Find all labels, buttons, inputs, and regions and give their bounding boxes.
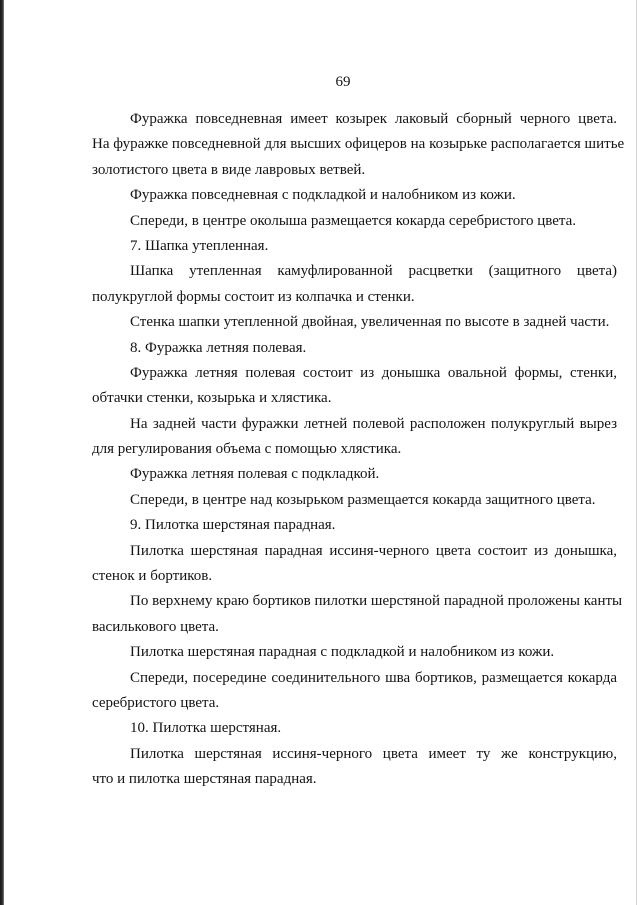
section-heading [92, 336, 617, 361]
paragraph-line: По верхнему краю бортиков пилотки шерстяной парадной проложены канты [130, 593, 623, 610]
paragraph-line: золотистого цвета в виде лавровых ветвей. [92, 161, 366, 178]
scan-edge-left [0, 0, 4, 905]
paragraph [92, 107, 625, 183]
paragraph-line: Пилотка шерстяная иссиня-черного цвета имеет ту же конструкцию, [130, 745, 617, 762]
paragraph-line: Фуражка летняя полевая с подкладкой. [130, 466, 380, 483]
section-heading [92, 716, 617, 741]
paragraph-line: На задней части фуражки летней полевой расположен полукруглый вырез [130, 415, 617, 432]
section-heading-text: 8. Фуражка летняя полевая. [130, 339, 307, 356]
paragraph [92, 488, 617, 513]
section-heading [92, 513, 617, 538]
paragraph-line: Пилотка шерстяная парадная иссиня-черного цвета состоит из донышка, [130, 542, 617, 559]
paragraph-line: Спереди, в центре околыша размещается кокарда серебристого цвета. [130, 212, 577, 229]
paragraph [92, 589, 623, 640]
section-heading-text: 9. Пилотка шерстяная парадная. [130, 517, 336, 534]
paragraph [92, 666, 617, 717]
paragraph [92, 539, 617, 590]
page-number: 69 [335, 74, 351, 90]
paragraph [92, 742, 617, 793]
paragraph-line: Фуражка повседневная с подкладкой и налобником из кожи. [130, 187, 516, 204]
paragraph-line: Фуражка летняя полевая состоит из донышка овальной формы, стенки, [130, 364, 617, 381]
paragraph [92, 640, 617, 665]
paragraph [92, 412, 617, 463]
paragraph [92, 361, 617, 412]
section-heading-text: 7. Шапка утепленная. [130, 237, 269, 254]
paragraph-line: обтачки стенки, козырька и хлястика. [92, 390, 332, 407]
paragraph-line: Пилотка шерстяная парадная с подкладкой и налобником из кожи. [130, 644, 555, 661]
scan-edge-right [636, 0, 637, 905]
paragraph [92, 209, 617, 234]
paragraph [92, 462, 617, 487]
paragraph-line: для регулирования объема с помощью хлястика. [92, 441, 402, 458]
paragraph-line: Спереди, в центре над козырьком размещается кокарда защитного цвета. [130, 491, 596, 508]
paragraph-line: что и пилотка шерстяная парадная. [92, 771, 317, 788]
paragraph [92, 259, 617, 310]
paragraph-line: Стенка шапки утепленной двойная, увеличенная по высоте в задней части. [130, 314, 610, 331]
paragraph-line: Шапка утепленная камуфлированной расцветки (защитного цвета) [130, 263, 617, 280]
paragraph-line: полукруглой формы состоит из колпачка и стенки. [92, 288, 415, 305]
paragraph-line: стенок и бортиков. [92, 568, 213, 585]
paragraph-line: На фуражке повседневной для высших офицеров на козырьке располагается шитье [92, 136, 625, 153]
document-body [92, 107, 625, 793]
section-heading [92, 234, 617, 259]
paragraph-line: серебристого цвета. [92, 694, 220, 711]
paragraph-line: Спереди, посередине соединительного шва бортиков, размещается кокарда [130, 669, 617, 686]
paragraph-line: василькового цвета. [92, 618, 219, 635]
paragraph [92, 310, 617, 335]
paragraph-line: Фуражка повседневная имеет козырек лаковый сборный черного цвета. [130, 111, 617, 127]
paragraph [92, 183, 617, 208]
section-heading-text: 10. Пилотка шерстяная. [130, 720, 282, 737]
